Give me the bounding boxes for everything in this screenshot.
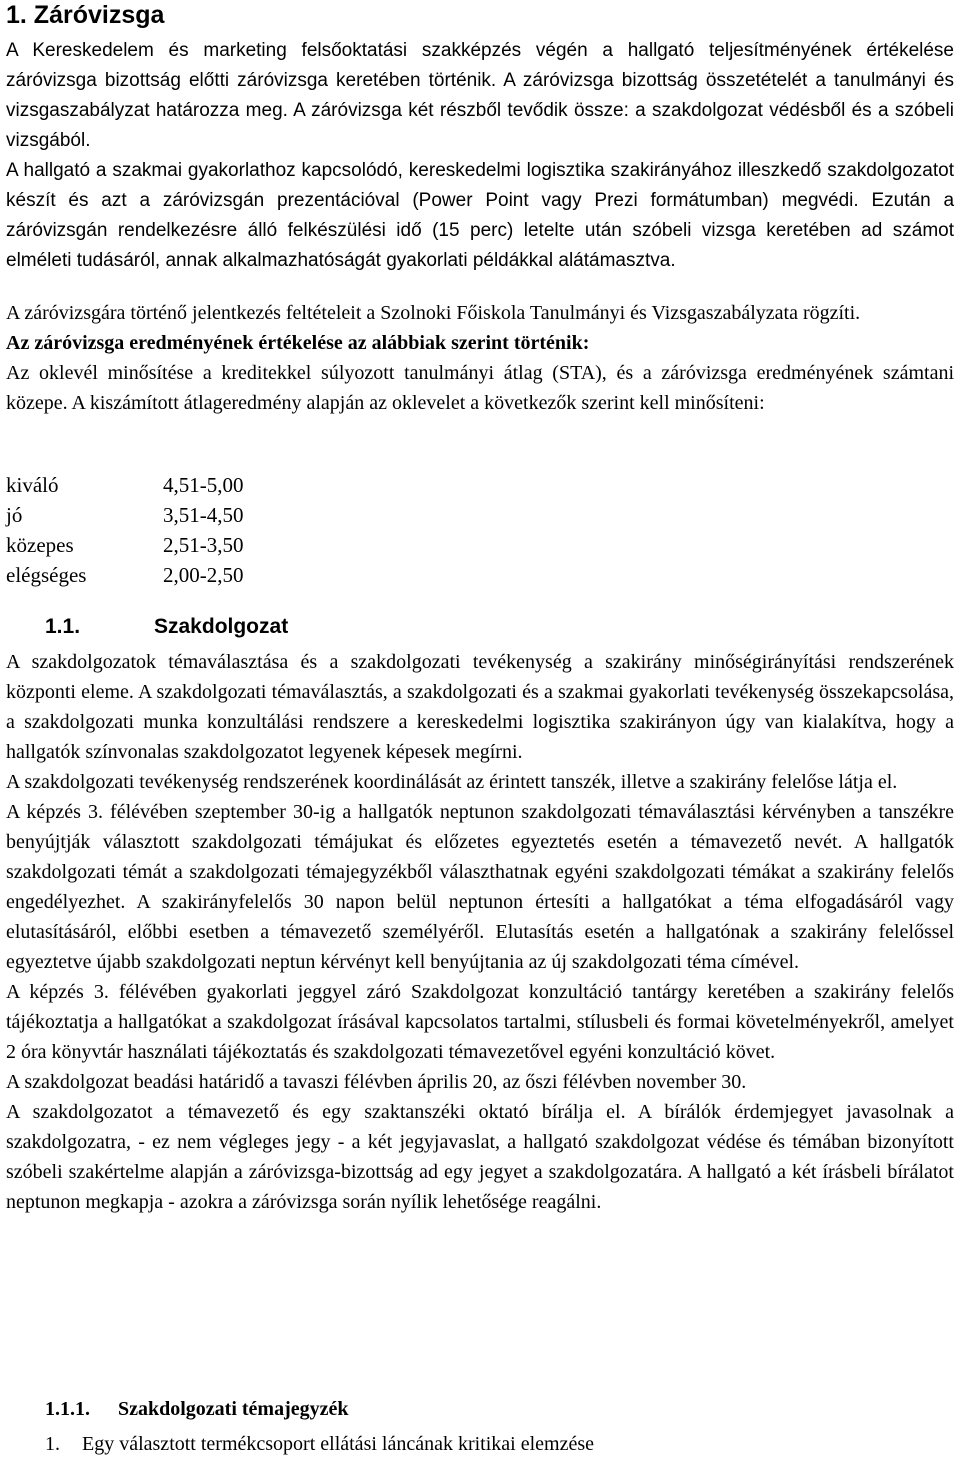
thesis-defense-text: A hallgató a szakmai gyakorlathoz kapcsolódó, kereskedelmi logisztika szakirányához illeszkedő szakdolgozatot készít és azt a záróvizsgán prezentációval (Power Point vagy Prezi formátumban) megvédi. [6,160,954,211]
grade-range: 3,51-4,50 [163,503,244,527]
paragraph-exam-overview: A Kereskedelem és marketing felsőoktatási szakképzés végén a hallgató teljesítményének értékelése záróvizsga bizottság előtti záróvizsga keretében történik. A záróvizsga bizottság összetételét a tanulmányi és vizsgaszabályzat határozza meg. A záróvizsga két részből tevődik össze: a szakdolgozat védésből és a szóbeli vizsgából. [6,40,954,151]
oral-exam-text: Ezután a záróvizsgán rendelkezésre álló felkészülési idő (15 perc) letelte után szóbeli vizsga keretében ad számot elméleti tudásáról, annak alkalmazhatóságát gyakorlati példákkal alátámasztva. [6,190,955,271]
paragraph-topic-request: A képzés 3. félévében szeptember 30-ig a hallgatók neptunon szakdolgozati témaválasztási kérvényben a tanszékre benyújtják választott szakdolgozati témájukat és előzetes egyeztetés esetén a témavezető nevét. A hallgatók szakdolgozati témát a szakdolgozati témajegyzékből választhatnak egyéni szakdolgozati témákat a szakirány felelős engedélyezhet. A szakirányfelelős 30 napon belül neptunon értesíti a hallgatókat a téma elfogadásáról vagy elutasításáról, előbbi esetben a témavezető személyéről. Elutasítás esetén a hallgatónak a szakirány felelőssel egyeztetve újabb szakdolgozati neptun kérvényt kell benyújtania az új szakdolgozati téma címével. [6,801,954,973]
grade-row [6,530,954,560]
section-1-intro [6,36,954,276]
section-title: Szakdolgozat [154,615,289,638]
grade-row [6,470,954,500]
paragraph-deadline: A szakdolgozat beadási határidő a tavaszi félévben április 20, az őszi félévben november 30. [6,1071,747,1093]
section-number: 1.1.1. [45,1398,90,1420]
grade-range: 2,00-2,50 [163,563,244,587]
section-title: Szakdolgozati témajegyzék [118,1398,349,1420]
grade-table [6,470,954,590]
section-1-rules [6,298,954,418]
paragraph-consultation: A képzés 3. félévében gyakorlati jeggyel záró Szakdolgozat konzultáció tantárgy keretében a szakirány felelős tájékoztatja a hallgatókat a szakdolgozat írásával kapcsolatos tartalmi, stílusbeli és formai követelményekről, amelyet 2 óra könyvtár használati tájékoztatás és szakdolgozati témavezetővel egyéni konzultáció követ. [6,981,954,1063]
grade-name: közepes [6,533,74,557]
evaluation-heading: Az záróvizsga eredményének értékelése az alábbiak szerint történik: [6,332,590,354]
grade-name: jó [6,503,23,527]
grade-range: 4,51-5,00 [163,473,244,497]
paragraph-registration: A záróvizsgára történő jelentkezés feltételeit a Szolnoki Főiskola Tanulmányi és Vizsgaszabályzata rögzíti. [6,302,861,324]
list-item-text: Egy választott termékcsoport ellátási láncának kritikai elemzése [82,1433,595,1455]
list-item-number: 1. [45,1433,60,1455]
grade-row [6,560,954,590]
section-number: 1.1. [45,615,81,638]
section-1-title: 1. Záróvizsga [6,1,165,29]
grade-range: 2,51-3,50 [163,533,244,557]
grade-name: elégséges [6,563,87,587]
paragraph-review: A szakdolgozatot a témavezető és egy szaktanszéki oktató bírálja el. A bírálók érdemjegyet javasolnak a szakdolgozatra, - ez nem végleges jegy - a két jegyjavaslat, a hallgató szakdolgozat védése és témában bizonyított szóbeli szakértelme alapján a záróvizsga-bizottság ad egy jegyet a szakdolgozatára. A hallgató a két írásbeli bírálatot neptunon megkapja - azokra a záróvizsga során nyílik lehetősége reagálni. [6,1101,954,1213]
paragraph-evaluation: Az oklevél minősítése a kreditekkel súlyozott tanulmányi átlag (STA), és a záróvizsga eredményének számtani közepe. A kiszámított átlageredmény alapján az oklevelet a következők szerint kell minősíteni: [6,362,954,414]
grade-row [6,500,954,530]
section-1-1-body [6,647,954,1217]
paragraph-thesis-defense [6,156,954,276]
grade-name: kiváló [6,473,59,497]
paragraph-topic-selection: A szakdolgozatok témaválasztása és a szakdolgozati tevékenység a szakirány minőségirányítási rendszerének központi eleme. A szakdolgozati témaválasztás, a szakdolgozati és a szakmai gyakorlati tevékenység összekapcsolása, a szakdolgozati munka konzultálási rendszere a kereskedelmi logisztika szakirányon úgy van kialakítva, hogy a hallgatók színvonalas szakdolgozatot legyenek képesek megírni. [6,651,954,763]
paragraph-coordination: A szakdolgozati tevékenység rendszerének koordinálását az érintett tanszék, illetve a szakirány felelőse látja el. [6,771,898,793]
